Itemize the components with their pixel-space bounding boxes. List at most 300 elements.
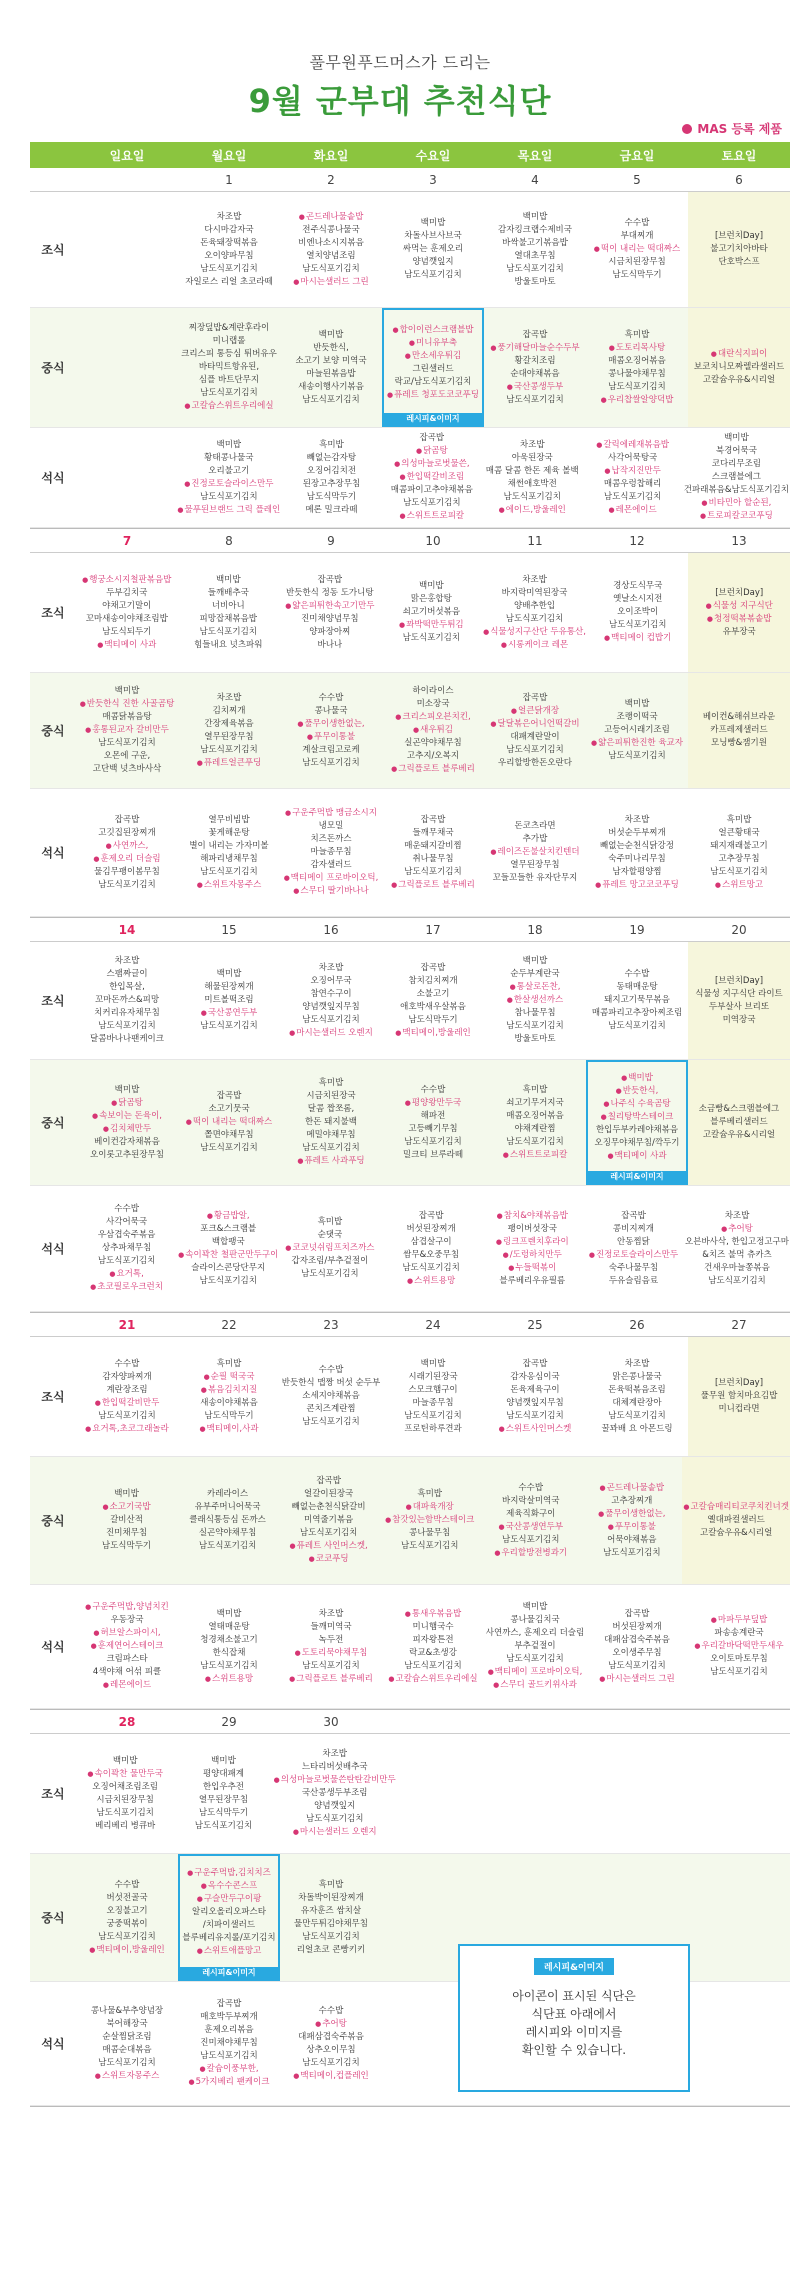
menu-cell [382, 1060, 484, 1185]
menu-item: 얼갈이된장국 [303, 1489, 354, 1499]
menu-item: 남도식포기김치 [402, 633, 461, 643]
menu-item: 남도식포기김치 [98, 1931, 156, 1942]
menu-item: 백미밥 [114, 686, 140, 696]
menu-item: 순대야채볶음 [510, 368, 560, 379]
menu-item: 남도식포기김치 [710, 1667, 768, 1677]
menu-item: 바지락살미역국 [502, 1495, 560, 1506]
menu-item: 안동찜닭 [617, 1236, 650, 1247]
menu-item: 고등빼기무침 [408, 1123, 458, 1134]
menu-item: /치파이샐러드 [202, 1920, 256, 1930]
menu-item: 쌈무&오중무침 [403, 1249, 460, 1260]
menu-cell [586, 1337, 688, 1456]
menu-item: 흑미밥 [216, 1358, 242, 1369]
mas-menu-item: ● 국산콩생두부 [485, 381, 585, 394]
menu-cell [688, 942, 790, 1059]
menu-item: 대패삼겹숙주볶음 [298, 2031, 364, 2042]
menu-item: 달콤바나나팬케이크 [90, 1034, 164, 1044]
menu-item: 매콤 달콤 한돈 제육 볼백 [485, 465, 579, 476]
meal-row [30, 1060, 790, 1186]
menu-item: 돈코츠라면 [514, 821, 556, 831]
menu-item: 4색야채 어섞 피클 [92, 1667, 162, 1677]
menu-item: 흑미밥 [417, 1489, 442, 1499]
menu-item: 잡곡밥 [522, 1358, 548, 1369]
menu-item: 돈육제육구이 [510, 1384, 560, 1395]
menu-item: 취나물무침 [412, 853, 454, 864]
menu-cell [484, 673, 586, 788]
menu-cell [688, 789, 790, 916]
menu-item: 남도식포기김치 [302, 1143, 360, 1153]
menu-item: 오이롯고추된장무침 [90, 1149, 164, 1160]
mas-menu-item: ● 고칼슘매리티코쿠치킨너겟 [683, 1501, 789, 1514]
menu-item: 남도식포기김치 [98, 2057, 156, 2068]
menu-cell [688, 1982, 790, 2105]
menu-item: 오징무야채무침/깍두기 [594, 1138, 680, 1148]
mas-menu-item: ● 구운주먹밥 맹금소시지 [281, 807, 381, 820]
mas-menu-item: ● 우리할방전병과기 [481, 1547, 580, 1560]
weekday-label: 월요일 [211, 148, 247, 163]
menu-item: 한입두부카레야채볶음 [595, 1125, 679, 1135]
menu-item: 쫄면야채무침 [204, 1130, 254, 1140]
menu-item: 양념깻잎지 [314, 1801, 356, 1811]
menu-item: 콩나물야채무침 [608, 368, 666, 379]
menu-item: 흑미밥 [522, 1084, 548, 1095]
date-number: 24 [425, 1317, 441, 1332]
date-number: 30 [323, 1714, 339, 1729]
menu-item: 단호박스프 [718, 257, 760, 267]
menu-item: 남도식포기김치 [200, 866, 258, 877]
menu-item: 버섯된장찌개 [406, 1223, 456, 1234]
date-number: 16 [323, 922, 339, 937]
menu-item: 백미밥 [724, 433, 749, 443]
mas-menu-item: ● 속이꽉찬 물만두국 [77, 1768, 173, 1781]
menu-item: 수수밥 [114, 1358, 140, 1369]
mas-menu-item: ● 스위트애플망고 [181, 1945, 277, 1958]
menu-item: 고칼슘우유&시리얼 [699, 1528, 773, 1538]
menu-item: 들깨미역국 [310, 1621, 352, 1632]
menu-item: 감자양파찌개 [102, 1371, 152, 1382]
menu-item: 오리불고기 [208, 465, 250, 476]
menu-item: 백미밥 [624, 699, 650, 709]
meal-label: 중식 [41, 724, 65, 738]
menu-item: 시금치된장국 [306, 1091, 356, 1101]
menu-cell [484, 1337, 586, 1456]
mas-menu-item: ● 맥티메이 프로바이오틱, [281, 872, 381, 885]
menu-cell [178, 1982, 280, 2105]
mas-menu-item: ● 반듯한식, [589, 1085, 685, 1098]
menu-cell [484, 192, 586, 307]
menu-item: 콩나물김치국 [510, 1615, 560, 1625]
mas-menu-item: ● 5가지베리 팬케이크 [179, 2076, 279, 2089]
mas-menu-item: ● 시롱케이크 레몬 [483, 639, 586, 652]
menu-item: 북경어묵국 [715, 446, 757, 456]
mas-legend [682, 120, 782, 137]
meal-label: 조식 [41, 1390, 65, 1404]
menu-item: 크리스피 통등심 튀버유우 [181, 349, 277, 359]
menu-item: 백미밥 [114, 1084, 140, 1095]
menu-item: 남도식포기김치 [200, 1143, 258, 1153]
menu-cell [586, 1060, 688, 1185]
mas-menu-item: ● 추어탕 [281, 2018, 381, 2031]
menu-cell [76, 1585, 178, 1708]
menu-cell [582, 428, 682, 527]
menu-item: 블루베리유지롤/포기김치 [182, 1933, 276, 1943]
menu-item: 남도식포기김치 [506, 263, 564, 274]
menu-item: 남도식포기김치 [299, 1528, 358, 1538]
menu-item: 미니컵라면 [718, 1404, 760, 1414]
menu-cell [482, 553, 587, 672]
page-subtitle: 풀무원푸드머스가 드리는 [309, 53, 491, 72]
date-number: 11 [527, 533, 543, 548]
date-row-spacer [30, 1710, 76, 1733]
meal-row [30, 1585, 790, 1709]
menu-cell [76, 789, 178, 916]
menu-item: 남도식포기김치 [603, 1547, 661, 1558]
mas-menu-item: ● 마시는샐러드 오렌지 [274, 1826, 396, 1839]
menu-item: 미역줄기볶음 [303, 1515, 354, 1525]
mas-menu-item: ● 떡이 내리는 떡대짜스 [587, 243, 687, 256]
meal-row [30, 308, 790, 428]
menu-item: 남도식포기김치 [200, 263, 258, 274]
date-number: 5 [633, 172, 641, 187]
menu-item: 빼없는춘천식닭갈비 [291, 1502, 366, 1512]
menu-item: 그린샐러드 [412, 363, 454, 374]
menu-cell [382, 192, 484, 307]
weekday-spacer [30, 142, 76, 168]
mas-menu-item: ● 요거톡,초코그래놀라 [77, 1423, 177, 1436]
menu-item: 남도식포기김치 [302, 1417, 360, 1427]
mas-menu-item: ● 구운주먹밥,양념치킨 [77, 1601, 177, 1614]
mas-menu-item: ● 한입떡갈비조림 [383, 471, 481, 484]
menu-item: 마늘된볶음밥 [306, 368, 356, 379]
menu-item: 열무된장무침 [510, 860, 560, 870]
menu-item: 매콤오징어볶음 [506, 1110, 564, 1121]
menu-item: 파송송계란국 [714, 1628, 764, 1638]
menu-item: 남도식포기김치 [302, 757, 360, 768]
menu-cell [176, 428, 281, 527]
mas-menu-item: ● 퓨레트 청포도코코푸딩 [385, 389, 481, 402]
menu-item: 미소장국 [416, 699, 450, 709]
mas-menu-item: ● 닭곰탕 [77, 1097, 177, 1110]
meal-label: 석식 [41, 1640, 65, 1654]
mas-menu-item: ● 그릭플로트 블루베리 [383, 879, 483, 892]
menu-item: 백미밥 [211, 1755, 236, 1766]
menu-item: 콩나물국 [314, 705, 348, 716]
menu-item: 백미밥 [114, 1489, 139, 1499]
menu-cell [484, 942, 586, 1059]
menu-item: 오징어채조림조림 [92, 1781, 158, 1792]
menu-item: 새송이행사기볶음 [298, 381, 364, 392]
recipe-note-tag: 레시피&이미지 [534, 1958, 614, 1975]
mas-menu-item: ● 미니유부축 [385, 337, 481, 350]
menu-item: 백미밥 [522, 211, 548, 222]
menu-item: 돼지고기묵무볶음 [604, 995, 670, 1005]
menu-item: 돼지재래불고기 [710, 840, 768, 851]
date-number: 6 [735, 172, 743, 187]
mas-menu-item: ● 순필 떡국국 [179, 1371, 279, 1384]
week-block [30, 1313, 790, 1710]
menu-item: 상추파채무침 [101, 1243, 152, 1253]
menu-item: 아욱된장국 [511, 452, 553, 463]
menu-item: 간장제육볶음 [204, 718, 254, 729]
menu-item: 시금치된장무침 [96, 1794, 154, 1805]
menu-item: [브런치Day] [714, 231, 764, 241]
menu-item: 콩나물무침 [409, 1528, 451, 1538]
menu-item: 삼겹살구이 [410, 1236, 452, 1247]
menu-item: 우동장국 [110, 1615, 144, 1625]
menu-item: 김치찌개 [212, 705, 246, 716]
menu-cell [281, 428, 381, 527]
menu-item: 수수밥 [318, 2005, 344, 2016]
mas-menu-item: ● 트로피칼코코푸딩 [684, 510, 789, 523]
mas-menu-item: ● 달달볶은어니언떡갈비 [485, 718, 585, 731]
mas-menu-item: ● 국산콩생연두부 [481, 1521, 580, 1534]
mas-menu-item: ● 국산콩연두부 [179, 1007, 279, 1020]
date-number: 15 [221, 922, 237, 937]
menu-item: 전주식콩나물국 [302, 224, 360, 235]
menu-cell [586, 789, 688, 916]
weekday-label: 토요일 [721, 148, 757, 163]
menu-item: 싸먹는 훈제오리 [402, 244, 464, 254]
menu-item: 유자훈즈 쌈치살 [300, 1905, 362, 1916]
menu-item: 매콤우렁찹해리 [603, 478, 662, 489]
menu-item: 찌장덮밥&계란후라이 [188, 323, 270, 333]
menu-cell [177, 1457, 278, 1584]
date-number: 2 [327, 172, 335, 187]
date-number: 1 [225, 172, 233, 187]
mas-menu-item: ● 스위트사인머스켓 [485, 1423, 585, 1436]
menu-item: 한입우추전 [202, 1781, 244, 1792]
menu-cell [178, 942, 280, 1059]
menu-item: &치즈 불먹 츄카츠 [702, 1249, 772, 1260]
meal-label: 석식 [41, 471, 65, 485]
menu-item: 새송이야채볶음 [200, 1397, 258, 1408]
menu-cell [688, 1060, 790, 1185]
meal-label: 중식 [41, 1514, 65, 1528]
menu-cell [76, 428, 176, 527]
menu-item: 남도식포기김치 [505, 613, 564, 624]
menu-cell [279, 1186, 380, 1311]
menu-cell [280, 1060, 382, 1185]
menu-item: 보코치니모짜렐라샐러드 [693, 362, 785, 372]
menu-item: 콘치즈계란찜 [306, 1404, 356, 1414]
menu-item: 차조밥 [216, 211, 242, 222]
menu-item: 잡곡밥 [621, 1210, 646, 1221]
menu-item: 스크램블에그 [711, 472, 762, 482]
mas-menu-item: ● 링크프렌치후라이 [483, 1236, 582, 1249]
meal-label: 조식 [41, 606, 65, 620]
menu-item: 궁중떡볶이 [106, 1918, 148, 1929]
date-number: 29 [221, 1714, 237, 1729]
menu-cell [586, 308, 688, 427]
meal-label: 석식 [41, 2037, 65, 2051]
menu-item: 잡곡밥 [317, 574, 343, 585]
menu-cell [688, 1854, 790, 1981]
mas-menu-item: ● 한살생선까스 [485, 994, 585, 1007]
menu-item: 치즈돈까스 [310, 834, 352, 844]
menu-item: 미트볼떡조림 [204, 995, 254, 1005]
menu-item: 다시마감자국 [204, 224, 254, 235]
mas-menu-item: ● 풀무이생한없는, [582, 1508, 681, 1521]
menu-item: 남도식포기김치 [302, 394, 360, 405]
meal-row [30, 428, 790, 528]
menu-item: 대체계란장아 [612, 1397, 662, 1408]
menu-cell [279, 553, 381, 672]
menu-item: 미역장국 [722, 1014, 756, 1025]
menu-item: 황갈치조림 [514, 355, 556, 366]
menu-item: 베리베리 병큐바 [95, 1820, 156, 1831]
menu-item: 순살찜닭조림 [102, 2031, 152, 2042]
menu-cell [76, 308, 178, 427]
menu-item: 야채고기말이 [102, 600, 152, 611]
mas-menu-item: ● 에이드,방울레인 [483, 504, 581, 517]
menu-item: 참치김치찌개 [408, 975, 458, 986]
meal-row [30, 673, 790, 789]
menu-item: 반듯한식, [313, 342, 349, 353]
mas-menu-item: ● 진정로토슬라이스만두 [177, 478, 280, 491]
menu-cell [280, 1337, 382, 1456]
date-number [688, 1710, 790, 1733]
menu-item: 열무된장무침 [204, 731, 254, 742]
menu-item: 오이생주무침 [612, 1647, 662, 1658]
menu-item: 남도식포기김치 [402, 1262, 460, 1273]
menu-item: 남도식포기김치 [96, 1807, 154, 1818]
menu-cell [382, 789, 484, 916]
date-number: 18 [527, 922, 543, 937]
menu-item: 버섯전골국 [106, 1892, 148, 1903]
menu-item: 콩비지찌개 [612, 1223, 654, 1234]
menu-item: 프로틴하루견과 [404, 1423, 462, 1434]
menu-cell [76, 1457, 177, 1584]
menu-item: 바지락미역된장국 [501, 587, 568, 598]
menu-cell [688, 308, 790, 427]
mas-menu-item: ● 속이꽉찬 철판군만두구이 [178, 1249, 278, 1262]
menu-item: [브런치Day] [715, 587, 764, 598]
date-number [484, 1710, 586, 1733]
menu-item: 남도식포기김치 [710, 866, 768, 877]
mas-menu-item: ● 곤드레나물솥밥 [281, 211, 381, 224]
menu-item: 열무된장무침 [198, 1794, 249, 1805]
menu-item: 남도식되두기 [102, 626, 152, 637]
menu-item: 치커리유자채무침 [94, 1008, 160, 1018]
mas-menu-item: ● 황금밥알, [178, 1210, 278, 1223]
menu-item: 양념깻잎지 [412, 257, 454, 267]
menu-item: 남도식포기김치 [199, 626, 258, 637]
menu-item: 버섯된장찌개 [612, 1621, 662, 1632]
mas-menu-item: ● 훈제오리 더슬림 [77, 853, 177, 866]
menu-item: 야채계란찜 [514, 1123, 556, 1134]
menu-item: 별이 내리는 가자미볼 [189, 840, 269, 851]
weekday-label: 금요일 [619, 148, 655, 163]
menu-item: 오징어김치전 [306, 465, 357, 476]
menu-cell [593, 1734, 691, 1853]
menu-item: 차조밥 [318, 1608, 344, 1619]
menu-item: 참나물무침 [514, 1008, 556, 1018]
menu-item: 소고기뭇국 [208, 1104, 250, 1114]
menu-item: 남도식막두기 [306, 491, 357, 502]
menu-item: 차돌사브사브국 [404, 231, 462, 241]
menu-item: 쇠고기버섯볶음 [402, 607, 461, 617]
menu-item: 매콤순대볶음 [102, 2044, 152, 2055]
menu-item: 꼬들꼬들한 유자단무지 [492, 873, 578, 883]
mas-dot-icon [682, 124, 692, 134]
mas-menu-item: ● 맥티메이 프로바이오틱, [485, 1666, 585, 1679]
date-row [30, 529, 790, 553]
mas-menu-item: ● 고칼슘스위트우리에실 [179, 400, 279, 413]
mas-menu-item: ● 떡이 내리는 떡대짜스 [179, 1116, 279, 1129]
menu-item: 락교/남도식포기김치 [394, 376, 472, 387]
menu-item: 남도식포기김치 [506, 1410, 564, 1421]
menu-item: 바나나 [317, 639, 343, 650]
menu-item: 남도식포기김치 [506, 744, 564, 755]
menu-item: 매콤닭볶음탕 [102, 712, 152, 722]
menu-item: 고추장무침 [718, 853, 760, 864]
mas-menu-item: ● /도렁하치만두 [483, 1249, 582, 1262]
menu-cell [178, 1060, 280, 1185]
menu-item: 시래기된장국 [408, 1371, 458, 1382]
menu-item: 마늘종무침 [310, 847, 352, 857]
menu-item: 들깨무채국 [412, 827, 454, 838]
date-number [586, 1710, 688, 1733]
date-row-spacer [30, 529, 76, 552]
menu-cell [379, 1457, 480, 1584]
menu-item: 미니랩롤 [212, 336, 246, 346]
menu-item: 차조밥 [318, 962, 344, 973]
menu-item: 두부김치국 [106, 587, 148, 598]
menu-item: 코다리무조림 [711, 459, 762, 469]
date-number: 21 [118, 1317, 136, 1332]
mas-menu-item: ● 얇은피튀한속고기만두 [280, 600, 380, 613]
mas-menu-item: ● 마시는샐러드 그린 [281, 276, 381, 289]
date-row [30, 1313, 790, 1337]
menu-item: 하이라이스 [412, 686, 454, 696]
menu-cell [280, 942, 382, 1059]
menu-item: 수수밥 [318, 1365, 344, 1375]
menu-item: 고추지/오복지 [406, 751, 460, 761]
menu-cell [278, 1457, 379, 1584]
menu-item: 갑자조림/부추겉절이 [291, 1256, 369, 1266]
menu-item: 수수밥 [624, 969, 650, 979]
menu-item: 고단백 넛츠바사삭 [92, 764, 162, 774]
menu-item: 잡곡밥 [216, 1091, 242, 1101]
menu-item: 매콤파리고추장아찌조림 [591, 1008, 683, 1018]
menu-item: 마늘종무침 [412, 1397, 454, 1408]
menu-cell [484, 789, 586, 916]
menu-cell [174, 1734, 272, 1853]
mas-menu-item: ● 레몬에이드 [77, 1679, 177, 1692]
menu-item: 차조밥 [724, 1210, 750, 1221]
menu-cell [76, 1734, 174, 1853]
mas-menu-item: ● 푸무이통불 [281, 731, 381, 744]
page-title: 9월 군부대 추천식단 [248, 82, 552, 120]
menu-item: 알리오올리오파스타 [192, 1907, 266, 1917]
menu-item: 북어해장국 [106, 2018, 148, 2029]
menu-item: 순댓국 [317, 1230, 343, 1240]
menu-item: 반듯한식 맵짱 버섯 순두부 [281, 1378, 381, 1388]
menu-item: 방울토마토 [514, 276, 556, 287]
menu-item: 락교&초생강 [409, 1647, 457, 1658]
menu-item: 진미채야채무침 [200, 2038, 258, 2048]
menu-item: 백미밥 [216, 969, 242, 979]
mas-menu-item: ● 한입떡갈비만두 [77, 1397, 177, 1410]
menu-item: 들깨배추국 [207, 587, 249, 598]
menu-cell [280, 192, 382, 307]
menu-item: 잡곡밥 [419, 433, 445, 443]
menu-cell [484, 1585, 586, 1708]
menu-cell [76, 1337, 178, 1456]
menu-item: 백미밥 [419, 581, 444, 591]
menu-item: 차조밥 [624, 814, 650, 825]
menu-item: 열대초무침 [514, 250, 556, 261]
